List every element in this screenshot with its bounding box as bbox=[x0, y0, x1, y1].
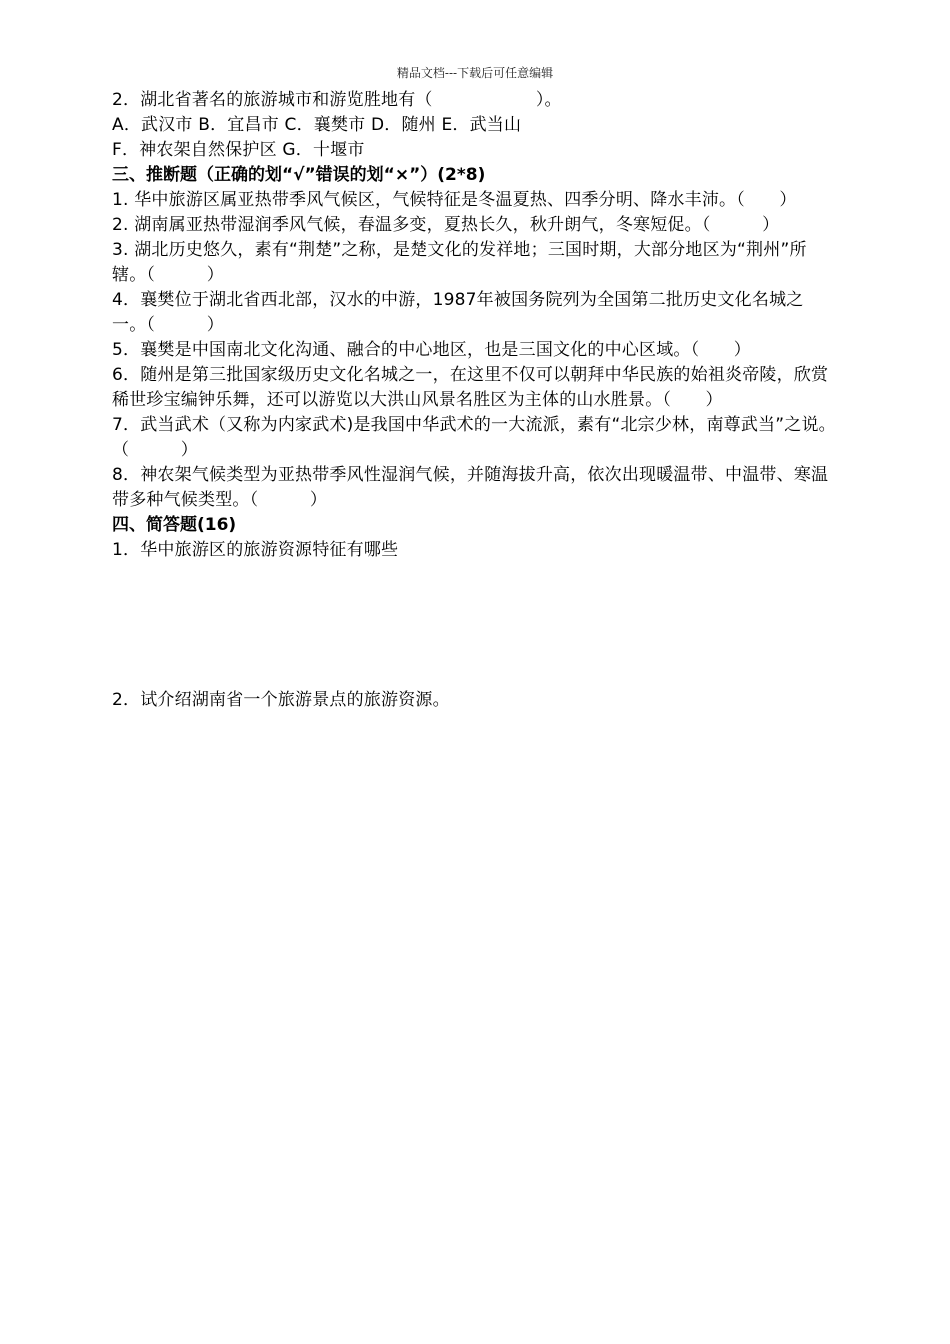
answer-space-1 bbox=[112, 563, 836, 688]
judgment-item-6: 6．随州是第三批国家级历史文化名城之一，在这里不仅可以朝拜中华民族的始祖炎帝陵，欣赏稀世珍宝编钟乐舞，还可以游览以大洪山风景名胜区为主体的山水胜景。（ ） bbox=[112, 365, 829, 410]
header-watermark: 精品文档---下载后可任意编辑 bbox=[396, 66, 554, 80]
section-3-heading: 三、推断题（正确的划“√”错误的划“×”）(2*8) bbox=[112, 165, 486, 185]
judgment-item-4: 4．襄樊位于湖北省西北部，汉水的中游，1987年被国务院列为全国第二批历史文化名城之一。（ ） bbox=[112, 290, 804, 335]
judgment-item-5: 5．襄樊是中国南北文化沟通、融合的中心地区，也是三国文化的中心区域。（ ） bbox=[112, 340, 751, 360]
question-2-options-line2: F．神农架自然保护区 G．十堰市 bbox=[112, 140, 365, 160]
judgment-item-3: 3. 湖北历史悠久，素有“荆楚”之称，是楚文化的发祥地；三国时期，大部分地区为“荆州”所辖。（ ） bbox=[112, 240, 807, 285]
judgment-item-1: 1. 华中旅游区属亚热带季风气候区，气候特征是冬温夏热、四季分明、降水丰沛。（ ） bbox=[112, 190, 797, 210]
document-body bbox=[112, 88, 836, 713]
short-answer-item-2: 2．试介绍湖南省一个旅游景点的旅游资源。 bbox=[112, 690, 450, 710]
question-2-options-line1: A．武汉市 B．宜昌市 C．襄樊市 D．随州 E．武当山 bbox=[112, 115, 522, 135]
section-4-heading: 四、简答题(16) bbox=[112, 515, 237, 535]
short-answer-item-1: 1．华中旅游区的旅游资源特征有哪些 bbox=[112, 540, 399, 560]
judgment-item-7: 7．武当武术（又称为内家武术)是我国中华武术的一大流派，素有“北宗少林，南尊武当”之说。（ ） bbox=[112, 415, 836, 460]
question-2-text: 2．湖北省著名的旅游城市和游览胜地有（ ）。 bbox=[112, 90, 562, 110]
judgment-item-8: 8．神农架气候类型为亚热带季风性湿润气候，并随海拔升高，依次出现暖温带、中温带、寒温带多种气候类型。（ ） bbox=[112, 465, 829, 510]
judgment-item-2: 2. 湖南属亚热带湿润季风气候，春温多变，夏热长久，秋升朗气，冬寒短促。（ ） bbox=[112, 215, 780, 235]
